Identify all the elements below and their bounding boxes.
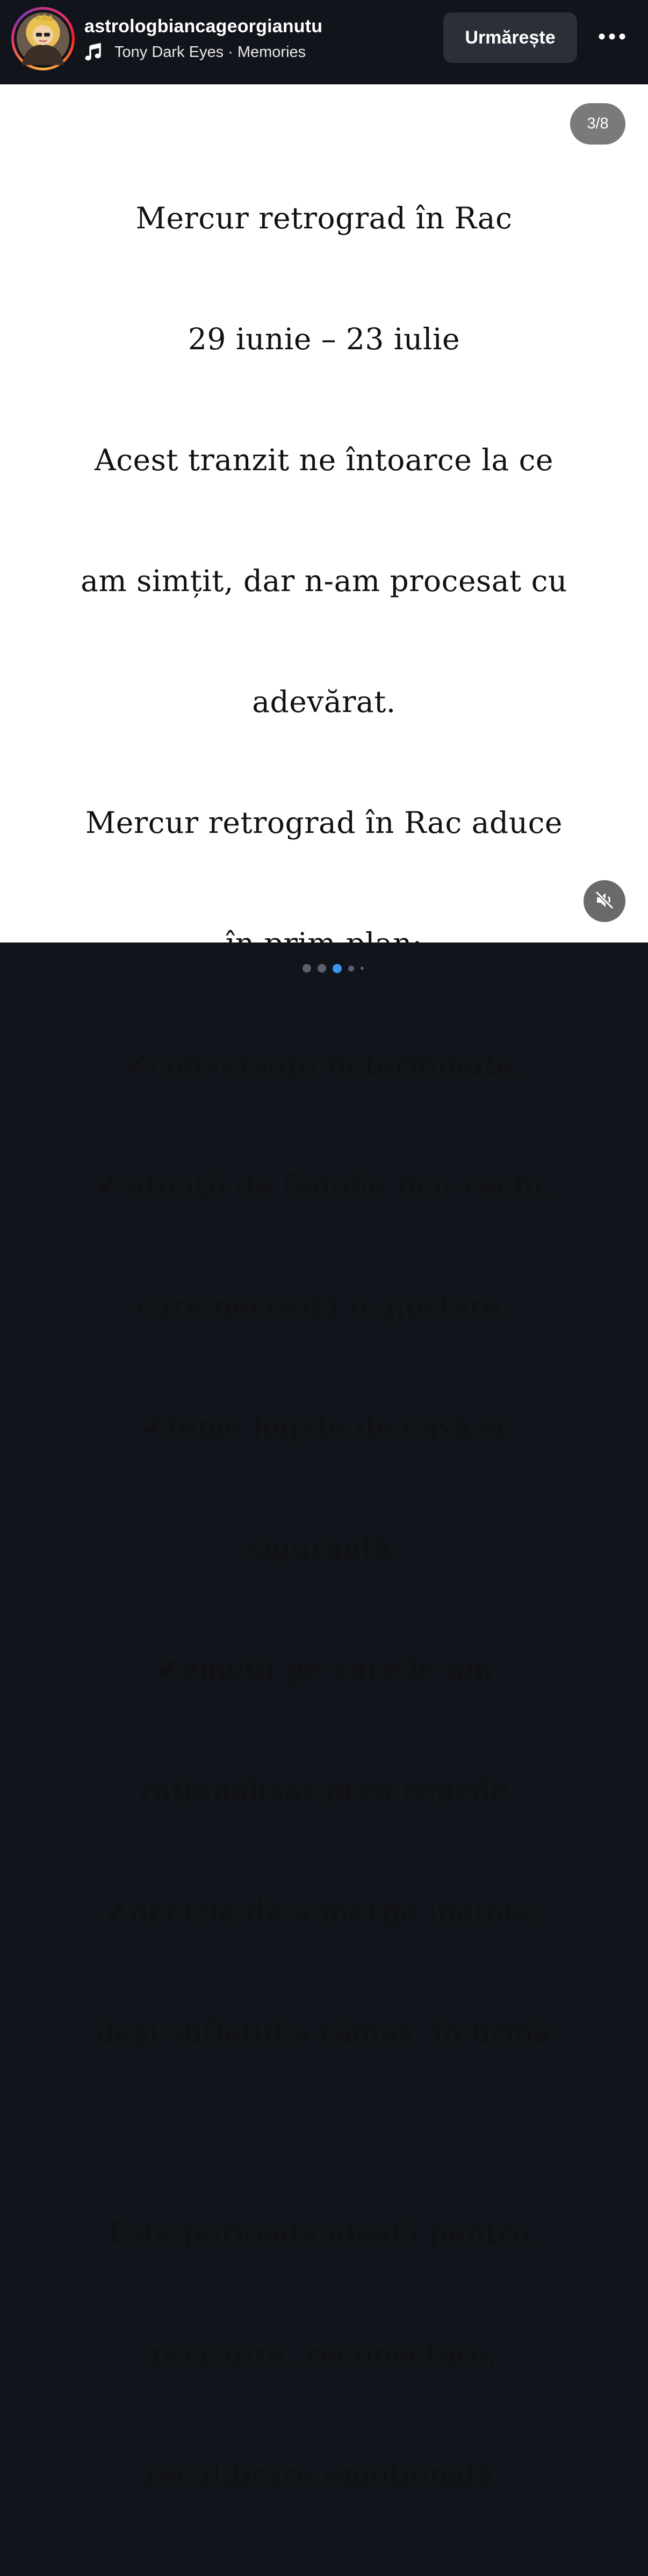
post-header <box>0 0 648 82</box>
text-line: deși sufletul a rămas în urmă <box>96 2014 552 2049</box>
carousel-dot-active <box>333 964 342 973</box>
carousel-dot <box>318 964 326 973</box>
text-line: adevărat. <box>252 685 396 719</box>
avatar[interactable] <box>17 12 69 65</box>
music-label: Tony Dark Eyes · Memories <box>114 43 306 61</box>
text-line: Acest tranzit ne întoarce la ce <box>95 443 553 477</box>
text-line: ✔emoții pe care le-am <box>155 1652 493 1686</box>
text-line: ✔decizia de a merge înainte, <box>105 1894 543 1928</box>
username-link[interactable]: astrologbiancageorgianutu <box>84 16 323 37</box>
text-line: raționalizat prea repede <box>139 1773 509 1807</box>
speaker-muted-icon <box>594 889 615 913</box>
post-media[interactable] <box>0 84 648 2492</box>
post-text <box>0 118 648 2576</box>
carousel-counter-badge: 3/8 <box>570 103 625 145</box>
carousel-indicator <box>303 963 370 973</box>
text-line: Este perioada ideală pentru: <box>106 2216 542 2250</box>
text-line: care necesită o ajustare, <box>136 1289 512 1323</box>
text-line: ✔situații de familie mai vechi, <box>95 1168 553 1203</box>
text-line: recalibrare emoțională. <box>145 2458 503 2492</box>
text-line: ✔teme legate de casă și <box>142 1410 506 1444</box>
carousel-dot <box>303 964 311 973</box>
text-line: am simțit, dar n-am procesat cu <box>81 564 567 598</box>
text-line: Mercur retrograd în Rac <box>135 201 513 235</box>
story-ring[interactable] <box>11 7 75 70</box>
music-note-icon <box>84 43 103 61</box>
more-horizontal-icon <box>599 33 625 42</box>
mute-toggle-button[interactable] <box>584 880 625 922</box>
text-line: siguranță, <box>246 1531 402 1565</box>
text-line: Mercur retrograd în Rac aduce <box>85 805 563 840</box>
carousel-dot <box>348 966 354 972</box>
text-line: 29 iunie – 23 iulie <box>188 322 460 356</box>
carousel-dot <box>361 967 364 970</box>
text-line: ✔conversații neterminate, <box>124 1047 524 1082</box>
music-info[interactable] <box>84 42 306 62</box>
more-options-button[interactable] <box>593 27 631 48</box>
follow-button[interactable]: Urmărește <box>443 12 577 63</box>
text-line: revizuire, reconectare, <box>150 2337 498 2371</box>
